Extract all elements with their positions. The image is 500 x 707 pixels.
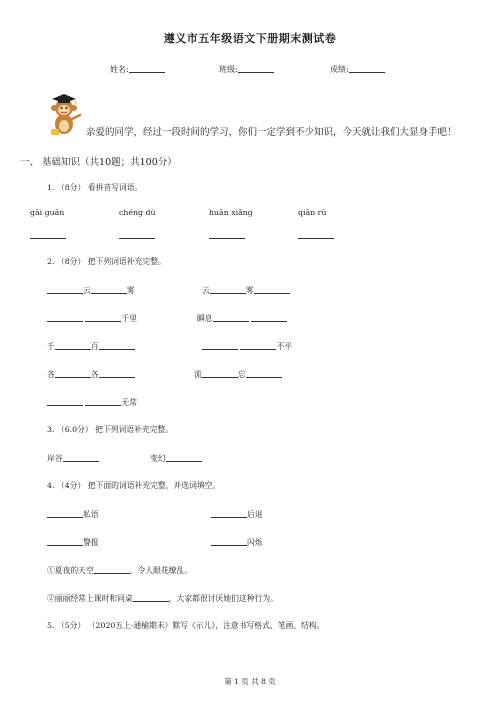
blank[interactable] xyxy=(55,340,91,350)
char: 云 xyxy=(83,286,91,295)
pinyin-2: chéng dù xyxy=(119,208,156,217)
sentence-2 xyxy=(47,592,278,604)
word: 岸谷 xyxy=(47,454,63,463)
blank[interactable] xyxy=(47,312,83,322)
char: 云 xyxy=(202,286,210,295)
sentence-text: ，大家都很讨厌她们这种行为。 xyxy=(168,594,278,603)
score-field xyxy=(330,63,385,75)
answer-line[interactable] xyxy=(209,238,245,239)
blank[interactable] xyxy=(94,564,130,574)
pinyin-1: gāi guān xyxy=(30,208,65,217)
char: 各 xyxy=(90,370,99,379)
word: 后退 xyxy=(247,510,263,519)
char: 无常 xyxy=(121,398,138,407)
char: 千里 xyxy=(121,314,138,323)
score-blank[interactable] xyxy=(349,63,385,73)
question-4-prompt: 4. （4分） 把下面的词语补充完整，并选词填空。 xyxy=(47,481,221,490)
word-row xyxy=(47,536,99,548)
blank[interactable] xyxy=(91,284,127,294)
blank[interactable] xyxy=(202,340,238,350)
char: 雾 xyxy=(126,286,135,295)
name-label: 姓名: xyxy=(110,65,129,74)
idiom-row xyxy=(197,312,287,324)
pinyin-4: qiān rù xyxy=(298,208,327,217)
word-row xyxy=(47,508,99,520)
char: 千 xyxy=(47,342,55,351)
blank[interactable] xyxy=(211,508,247,518)
sentence-text: ，令人眼花缭乱。 xyxy=(129,566,193,575)
word: 私语 xyxy=(83,510,99,519)
blank[interactable] xyxy=(85,396,121,406)
question-1-prompt: 1. （8分） 看拼音写词语。 xyxy=(47,183,143,192)
idiom-row xyxy=(194,368,282,380)
blank[interactable] xyxy=(47,536,83,546)
char: 不平 xyxy=(276,342,293,351)
blank[interactable] xyxy=(246,368,282,378)
class-blank[interactable] xyxy=(238,63,274,73)
idiom-row xyxy=(47,340,135,352)
idiom-row xyxy=(47,312,137,324)
monkey-mascot-icon xyxy=(44,91,84,137)
blank[interactable] xyxy=(254,284,290,294)
blank[interactable] xyxy=(63,452,99,462)
char: 忘 xyxy=(237,370,246,379)
idiom-row xyxy=(47,368,135,380)
char: 流 xyxy=(194,370,202,379)
score-label: 成绩: xyxy=(330,65,349,74)
question-3-prompt: 3. （6.0分） 把下列词语补充完整。 xyxy=(47,425,174,434)
question-2-prompt: 2. （8分） 把下列词语补充完整。 xyxy=(47,257,166,266)
word-row xyxy=(47,452,99,464)
blank[interactable] xyxy=(251,312,287,322)
blank[interactable] xyxy=(99,368,135,378)
word: 变幻 xyxy=(150,454,166,463)
word: 闪烁 xyxy=(247,538,263,547)
blank[interactable] xyxy=(99,340,135,350)
idiom-row xyxy=(202,340,292,352)
page-title: 遵义市五年级语文下册期末测试卷 xyxy=(163,32,337,45)
blank[interactable] xyxy=(166,452,202,462)
word-row xyxy=(150,452,202,464)
blank[interactable] xyxy=(85,312,121,322)
blank[interactable] xyxy=(202,368,238,378)
name-field xyxy=(110,63,165,75)
pinyin-3: huān xiǎng xyxy=(209,208,253,217)
page-footer: 第 1 页 共 8 页 xyxy=(224,677,276,686)
char: 瞬息 xyxy=(197,314,213,323)
blank[interactable] xyxy=(55,368,91,378)
blank[interactable] xyxy=(133,592,169,602)
sentence-text: ②丽丽经常上课时和同桌 xyxy=(47,594,133,603)
sentence-text: ①夏夜的天空 xyxy=(47,566,94,575)
blank[interactable] xyxy=(211,536,247,546)
char: 各 xyxy=(47,370,55,379)
blank[interactable] xyxy=(47,396,83,406)
idiom-row xyxy=(47,396,137,408)
char: 百 xyxy=(90,342,99,351)
class-label: 班级: xyxy=(219,65,238,74)
word-row xyxy=(211,536,263,548)
answer-line[interactable] xyxy=(119,238,155,239)
answer-line[interactable] xyxy=(30,238,66,239)
name-blank[interactable] xyxy=(129,63,165,73)
intro-text: 亲爱的同学，经过一段时间的学习，你们一定学到不少知识，今天就让我们大显身手吧！ xyxy=(86,127,457,138)
blank[interactable] xyxy=(213,312,249,322)
idiom-row xyxy=(202,284,290,296)
class-field xyxy=(219,63,274,75)
word-row xyxy=(211,508,263,520)
blank[interactable] xyxy=(210,284,246,294)
section-heading: 一、 基础知识（共10题；共100分） xyxy=(20,157,177,168)
char: 雾 xyxy=(245,286,254,295)
blank[interactable] xyxy=(47,284,83,294)
word: 警报 xyxy=(83,538,99,547)
question-5-prompt: 5. （5分） （2020五上·通榆期末）默写《示儿》，注意书写格式、笔画、结构。 xyxy=(47,621,325,630)
sentence-1 xyxy=(47,564,192,576)
blank[interactable] xyxy=(47,508,83,518)
idiom-row xyxy=(47,284,135,296)
answer-line[interactable] xyxy=(298,238,334,239)
blank[interactable] xyxy=(240,340,276,350)
